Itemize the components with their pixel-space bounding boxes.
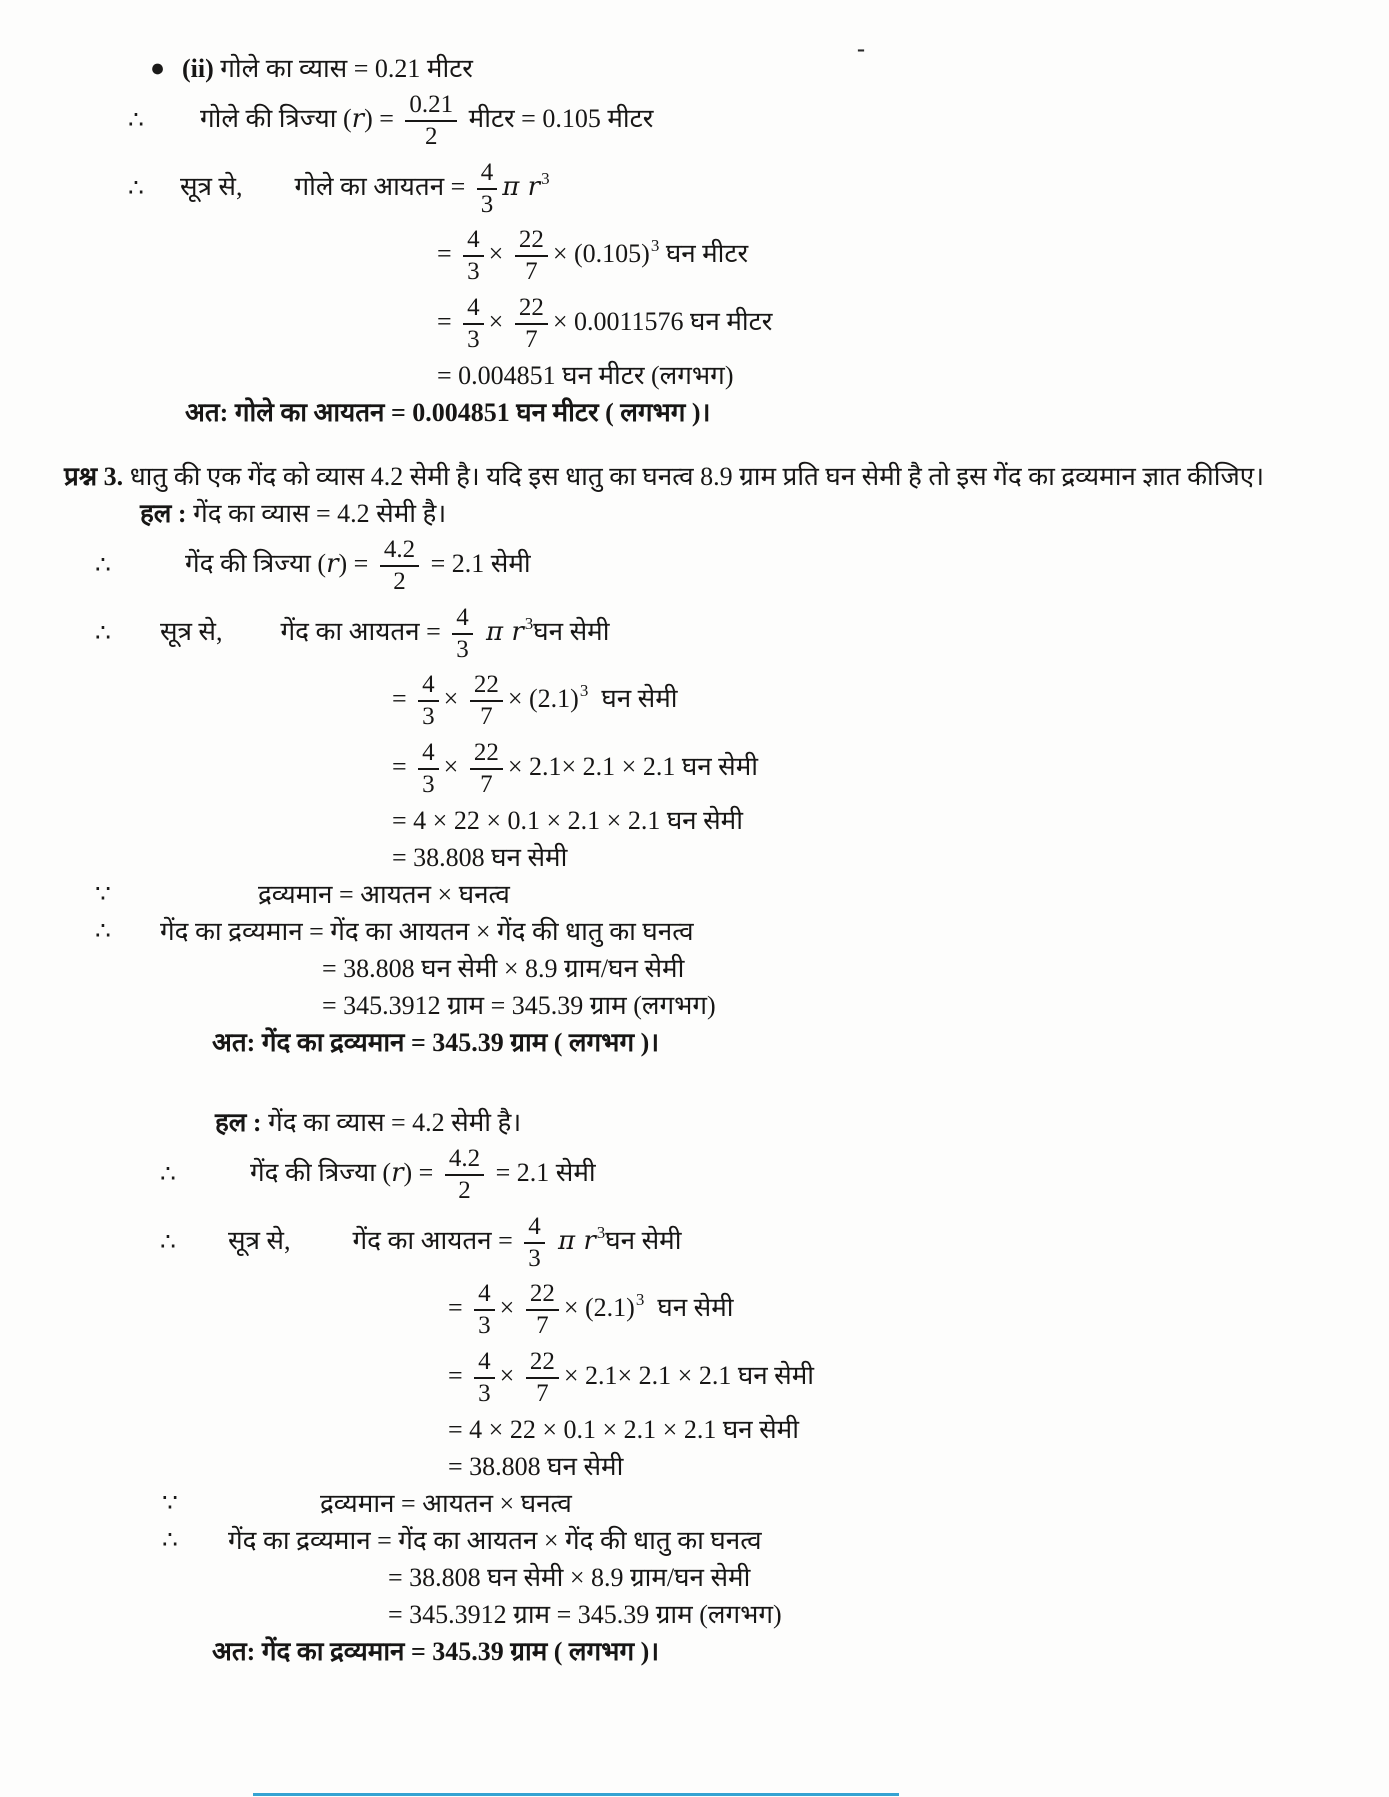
text-run: गोले का आयतन = xyxy=(294,171,472,201)
text-run: धातु की एक गेंद को व्यास 4.2 सेमी है। यदि इस धातु का घनत्व 8.9 ग्राम प्रति घन सेमी है तो इस गेंद का द्रव्यमान ज्ञात कीजिए। xyxy=(129,462,1265,491)
doc-line xyxy=(0,1413,1389,1447)
fraction xyxy=(474,1281,495,1340)
bullet-icon: ● xyxy=(150,55,166,82)
doc-line xyxy=(0,52,1389,86)
text-run: = 2.1 सेमी xyxy=(489,1158,596,1188)
fraction xyxy=(445,1146,484,1205)
doc-line xyxy=(0,1106,1389,1140)
text-run: गेंद का आयतन = xyxy=(280,616,448,646)
text-run: ) = xyxy=(338,549,375,579)
text-run: × (0.105) xyxy=(552,239,650,269)
exponent: 3 xyxy=(579,681,589,701)
text-run: = 38.808 घन सेमी × 8.9 ग्राम/घन सेमी xyxy=(388,1563,751,1592)
text-run: × 2.1× 2.1 × 2.1 घन सेमी xyxy=(563,1360,814,1390)
text-run: मीटर = 0.105 मीटर xyxy=(462,104,654,134)
text-run: = xyxy=(437,306,459,336)
text-run: घन सेमी xyxy=(605,1225,682,1255)
therefore-symbol: ∴ xyxy=(128,174,144,202)
doc-line xyxy=(0,497,1389,531)
doc-line xyxy=(0,1143,1389,1208)
therefore-symbol: ∴ xyxy=(95,918,111,945)
text-run: घन मीटर xyxy=(659,239,749,269)
fraction xyxy=(463,295,484,354)
text-run: = 38.808 घन सेमी xyxy=(392,843,568,872)
doc-line xyxy=(0,224,1389,289)
text-run: = 345.3912 ग्राम = 345.39 ग्राम (लगभग) xyxy=(388,1600,782,1629)
fraction-denominator: 7 xyxy=(525,258,538,286)
fraction-numerator: 4.2 xyxy=(380,537,419,567)
text-run: = xyxy=(448,1360,470,1390)
doc-line xyxy=(0,460,1389,494)
doc-line xyxy=(0,1635,1389,1669)
doc-line xyxy=(0,1487,1389,1521)
doc-line xyxy=(0,737,1389,802)
doc-line xyxy=(0,841,1389,875)
doc-line xyxy=(0,989,1389,1023)
fraction xyxy=(474,1349,495,1408)
fraction-numerator: 4 xyxy=(463,295,484,325)
scan-artifact-dash: - xyxy=(857,36,865,62)
fraction-denominator: 7 xyxy=(480,770,493,798)
fraction-numerator: 4 xyxy=(474,1349,495,1379)
fraction xyxy=(526,1281,559,1340)
exponent: 3 xyxy=(541,168,550,188)
doc-line xyxy=(0,804,1389,838)
text-run: = 2.1 सेमी xyxy=(424,549,531,579)
fraction xyxy=(463,227,484,286)
therefore-symbol: ∴ xyxy=(160,1228,176,1256)
fraction-numerator: 22 xyxy=(470,672,503,702)
fraction-denominator: 3 xyxy=(456,635,469,663)
because-symbol: ∵ xyxy=(95,881,111,908)
fraction xyxy=(477,160,498,219)
fraction-numerator: 4 xyxy=(477,160,498,190)
text-run: × xyxy=(499,1360,521,1390)
math-variable: r xyxy=(326,549,339,580)
fraction-numerator: 4 xyxy=(418,740,439,770)
doc-line xyxy=(0,878,1389,912)
text-run: × xyxy=(499,1293,521,1323)
because-symbol: ∵ xyxy=(162,1490,178,1517)
fraction-numerator: 22 xyxy=(515,295,548,325)
text-run: गेंद की त्रिज्या ( xyxy=(185,549,327,579)
fraction-numerator: 0.21 xyxy=(405,92,457,122)
text-run: × 2.1× 2.1 × 2.1 घन सेमी xyxy=(507,751,758,781)
text-run: × (2.1) xyxy=(507,684,579,714)
text-run: ) = xyxy=(364,104,401,134)
fraction xyxy=(526,1349,559,1408)
fraction-denominator: 3 xyxy=(528,1244,541,1272)
fraction-denominator: 3 xyxy=(467,325,480,353)
doc-line xyxy=(0,1524,1389,1558)
fraction-numerator: 4.2 xyxy=(445,1146,484,1176)
text-run: सूत्र से, xyxy=(160,616,223,646)
fraction-denominator: 7 xyxy=(536,1379,549,1407)
fraction-numerator: 4 xyxy=(474,1281,495,1311)
fraction xyxy=(380,537,419,596)
text-run: = 0.004851 घन मीटर (लगभग) xyxy=(437,361,734,390)
doc-line xyxy=(0,1211,1389,1276)
bold-text-run: (ii) xyxy=(182,54,221,83)
fraction-numerator: 4 xyxy=(452,605,473,635)
fraction-denominator: 2 xyxy=(425,123,438,151)
text-run: सूत्र से, xyxy=(228,1225,291,1255)
fraction-numerator: 22 xyxy=(515,227,548,257)
text-run: = 38.808 घन सेमी × 8.9 ग्राम/घन सेमी xyxy=(322,954,685,983)
fraction-denominator: 7 xyxy=(525,325,538,353)
math-variable: r xyxy=(391,1158,404,1189)
fraction-denominator: 3 xyxy=(478,1379,491,1407)
text-run: गोले की त्रिज्या ( xyxy=(200,104,352,134)
doc-line xyxy=(0,952,1389,986)
therefore-symbol: ∴ xyxy=(128,107,144,135)
exponent: 3 xyxy=(524,613,534,633)
therefore-symbol: ∴ xyxy=(162,1527,178,1554)
text-run: गोले का व्यास = 0.21 मीटर xyxy=(220,54,473,83)
bold-text-run: प्रश्न 3. xyxy=(64,462,130,491)
therefore-symbol: ∴ xyxy=(160,1161,176,1189)
text-run: घन सेमी xyxy=(533,616,610,646)
doc-line xyxy=(0,1450,1389,1484)
text-run: = xyxy=(448,1293,470,1323)
bold-text-run: अत: गेंद का द्रव्यमान = 345.39 ग्राम ( लगभग )। xyxy=(212,1028,660,1057)
fraction xyxy=(515,227,548,286)
fraction xyxy=(452,605,473,664)
math-variable: π r xyxy=(502,171,541,202)
text-run: = xyxy=(392,751,414,781)
fraction-denominator: 3 xyxy=(478,1312,491,1340)
exponent: 3 xyxy=(650,236,660,256)
fraction-denominator: 3 xyxy=(422,770,435,798)
text-run: = xyxy=(437,239,459,269)
doc-line xyxy=(0,157,1389,222)
text-run: = 4 × 22 × 0.1 × 2.1 × 2.1 घन सेमी xyxy=(392,806,743,835)
text-run: × xyxy=(443,684,465,714)
fraction xyxy=(470,672,503,731)
math-variable: r xyxy=(351,104,365,135)
text-run: गेंद का व्यास = 4.2 सेमी है। xyxy=(193,499,447,528)
fraction xyxy=(515,295,548,354)
doc-line xyxy=(0,1026,1389,1060)
doc-line xyxy=(0,1598,1389,1632)
therefore-symbol: ∴ xyxy=(95,552,111,580)
text-run: = 345.3912 ग्राम = 345.39 ग्राम (लगभग) xyxy=(322,991,716,1020)
doc-line xyxy=(0,915,1389,949)
math-variable: π r xyxy=(549,1225,596,1256)
page-bottom-rule xyxy=(253,1793,899,1796)
text-run: × xyxy=(443,751,465,781)
text-run: गेंद का द्रव्यमान = गेंद का आयतन × गेंद की धातु का घनत्व xyxy=(228,1526,762,1555)
doc-line xyxy=(0,602,1389,667)
text-run: गेंद का आयतन = xyxy=(352,1225,520,1255)
fraction xyxy=(418,740,439,799)
text-run: ) = xyxy=(403,1158,440,1188)
fraction-denominator: 2 xyxy=(458,1177,471,1205)
doc-line xyxy=(0,1346,1389,1411)
fraction xyxy=(418,672,439,731)
doc-line xyxy=(0,292,1389,357)
fraction xyxy=(470,740,503,799)
text-run: घन सेमी xyxy=(644,1293,734,1323)
fraction-numerator: 22 xyxy=(526,1281,559,1311)
text-run: × xyxy=(488,239,510,269)
fraction-numerator: 22 xyxy=(470,740,503,770)
bold-text-run: हल : xyxy=(140,499,194,528)
bold-text-run: अत: गोले का आयतन = 0.004851 घन मीटर ( लगभग )। xyxy=(185,398,711,427)
fraction-numerator: 4 xyxy=(418,672,439,702)
doc-line xyxy=(0,1561,1389,1595)
text-run: द्रव्यमान = आयतन × घनत्व xyxy=(258,880,510,909)
text-run: गेंद का द्रव्यमान = गेंद का आयतन × गेंद की धातु का घनत्व xyxy=(160,917,694,946)
doc-line xyxy=(0,669,1389,734)
document-lines xyxy=(0,52,1389,1669)
text-run: द्रव्यमान = आयतन × घनत्व xyxy=(320,1489,572,1518)
fraction-numerator: 4 xyxy=(463,227,484,257)
fraction-denominator: 2 xyxy=(393,568,406,596)
text-run: सूत्र से, xyxy=(180,171,243,201)
fraction xyxy=(524,1214,545,1273)
doc-line xyxy=(0,89,1389,154)
bold-text-run: हल : xyxy=(215,1108,269,1137)
text-run: घन सेमी xyxy=(588,684,678,714)
fraction-denominator: 7 xyxy=(480,703,493,731)
math-variable: π r xyxy=(477,616,524,647)
fraction-numerator: 22 xyxy=(526,1349,559,1379)
fraction-denominator: 7 xyxy=(536,1312,549,1340)
exponent: 3 xyxy=(596,1222,606,1242)
text-run: × (2.1) xyxy=(563,1293,635,1323)
text-run: × 0.0011576 घन मीटर xyxy=(552,306,773,336)
text-run: गेंद का व्यास = 4.2 सेमी है। xyxy=(268,1108,522,1137)
fraction xyxy=(405,92,457,151)
fraction-denominator: 3 xyxy=(480,190,494,218)
fraction-denominator: 3 xyxy=(422,703,435,731)
doc-line xyxy=(0,359,1389,393)
fraction-denominator: 3 xyxy=(467,258,480,286)
doc-line xyxy=(0,1278,1389,1343)
text-run: गेंद की त्रिज्या ( xyxy=(250,1158,392,1188)
text-run: × xyxy=(488,306,510,336)
therefore-symbol: ∴ xyxy=(95,619,111,647)
bold-text-run: अत: गेंद का द्रव्यमान = 345.39 ग्राम ( लगभग )। xyxy=(212,1637,660,1666)
doc-line xyxy=(0,534,1389,599)
text-run: = 38.808 घन सेमी xyxy=(448,1452,624,1481)
text-run: = 4 × 22 × 0.1 × 2.1 × 2.1 घन सेमी xyxy=(448,1415,799,1444)
exponent: 3 xyxy=(635,1290,645,1310)
doc-line xyxy=(0,396,1389,430)
fraction-numerator: 4 xyxy=(524,1214,545,1244)
text-run: = xyxy=(392,684,414,714)
